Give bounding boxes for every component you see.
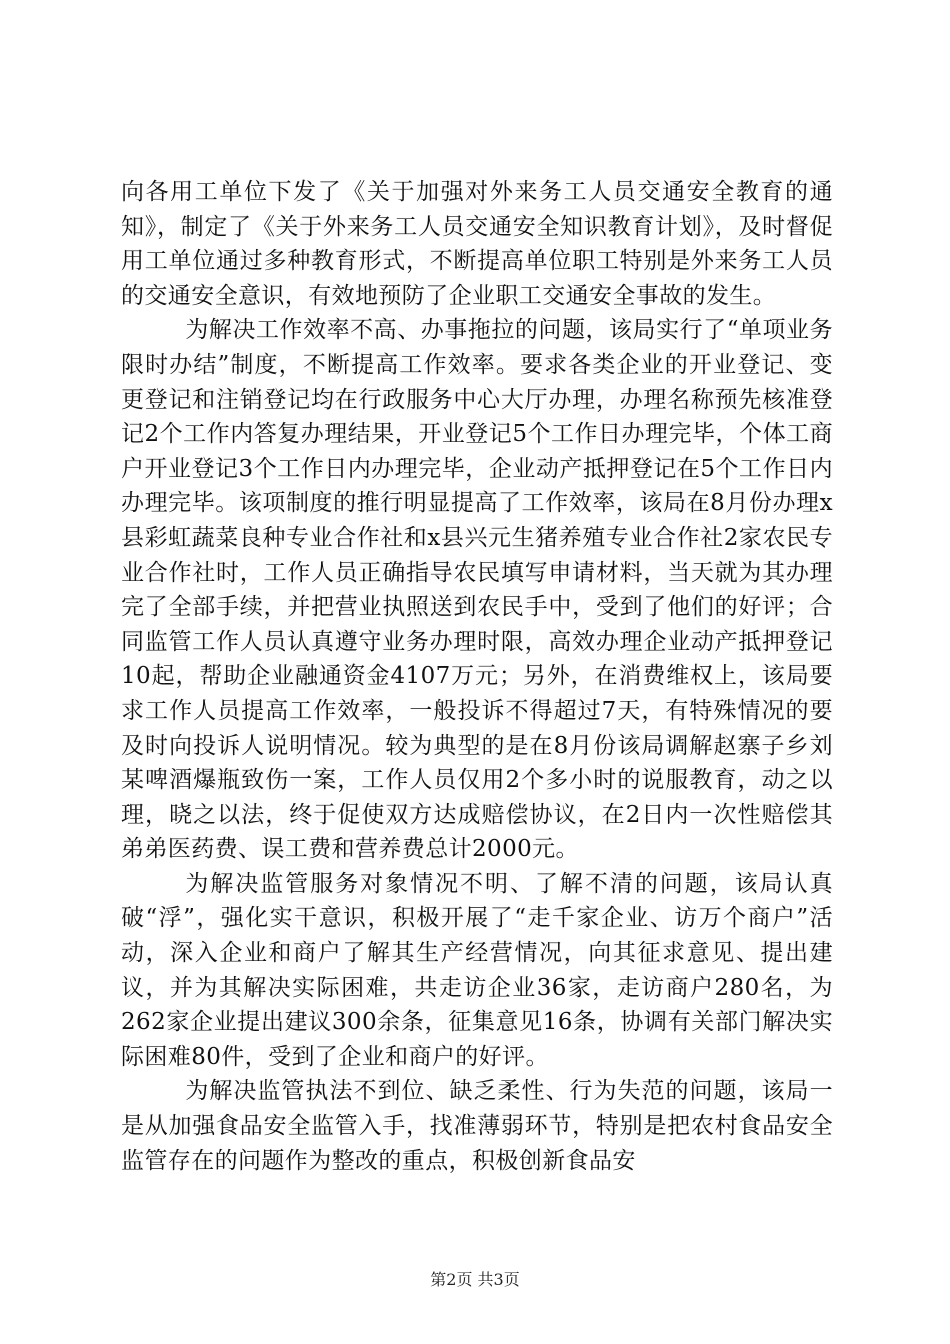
- body-text: [121, 175, 833, 1178]
- paragraph-3: 为解决监管服务对象情况不明、了解不清的问题，该局认真破“浮”，强化实干意识，积极开展了“走千家企业、访万个商户”活动，深入企业和商户了解其生产经营情况，向其征求意见、提出建议，并为其解决实际困难，共走访企业36家，走访商户280名，为262家企业提出建议300余条，征集意见16条，协调有关部门解决实际困难80件，受到了企业和商户的好评。: [121, 870, 833, 1070]
- page-footer: 第2页 共3页: [430, 1270, 520, 1289]
- paragraph-2: 为解决工作效率不高、办事拖拉的问题，该局实行了“单项业务限时办结”制度，不断提高工作效率。要求各类企业的开业登记、变更登记和注销登记均在行政服务中心大厅办理，办理名称预先核准登记2个工作内答复办理结果，开业登记5个工作日办理完毕，个体工商户开业登记3个工作日内办理完毕，企业动产抵押登记在5个工作日内办理完毕。该项制度的推行明显提高了工作效率，该局在8月份办理x县彩虹蔬菜良种专业合作社和x县兴元生猪养殖专业合作社2家农民专业合作社时，工作人员正确指导农民填写申请材料，当天就为其办理完了全部手续，并把营业执照送到农民手中，受到了他们的好评；合同监管工作人员认真遵守业务办理时限，高效办理企业动产抵押登记10起，帮助企业融通资金4107万元；另外，在消费维权上，该局要求工作人员提高工作效率，一般投诉不得超过7天，有特殊情况的要及时向投诉人说明情况。较为典型的是在8月份该局调解赵寨子乡刘某啤酒爆瓶致伤一案，工作人员仅用2个多小时的说服教育，动之以理，晓之以法，终于促使双方达成赔偿协议，在2日内一次性赔偿其弟弟医药费、误工费和营养费总计2000元。: [121, 317, 833, 863]
- paragraph-1: 向各用工单位下发了《关于加强对外来务工人员交通安全教育的通知》，制定了《关于外来务工人员交通安全知识教育计划》，及时督促用工单位通过多种教育形式，不断提高单位职工特别是外来务工人员的交通安全意识，有效地预防了企业职工交通安全事故的发生。: [121, 179, 833, 309]
- paragraph-4: 为解决监管执法不到位、缺乏柔性、行为失范的问题，该局一是从加强食品安全监管入手，找准薄弱环节，特别是把农村食品安全监管存在的问题作为整改的重点，积极创新食品安: [121, 1078, 833, 1174]
